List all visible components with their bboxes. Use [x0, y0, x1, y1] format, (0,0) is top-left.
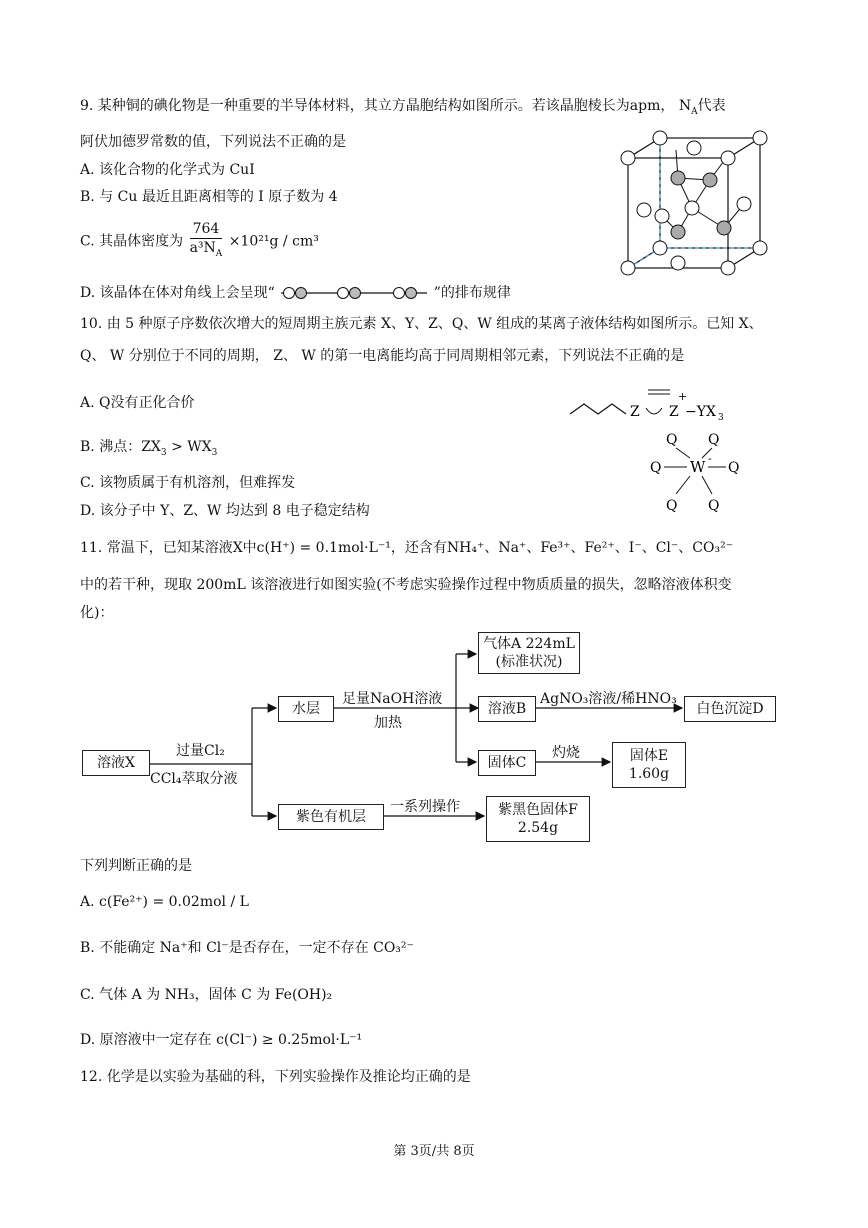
q12-stem: 12. 化学是以实验为基础的科，下列实验操作及推论均正确的是 — [80, 1069, 471, 1085]
svg-text:Q: Q — [708, 498, 720, 514]
flow-label-ccl4: CCl₄萃取分液 — [150, 771, 238, 787]
flow-gas-a: 气体A 224mL (标准状况) — [478, 632, 580, 674]
flow-solid-e: 固体E 1.60g — [612, 742, 686, 788]
q10-option-b: B. 沸点：$ZX_3 > WX_3$ — [80, 439, 218, 458]
flow-label-heat: 加热 — [374, 715, 402, 731]
q9-stem-line1: 9. 某种铜的碘化物是一种重要的半导体材料，其立方晶胞结构如图所示。若该晶胞棱长为apm， $N_A$代表 — [80, 98, 726, 117]
q11-stem-line3: 化)： — [80, 605, 114, 621]
flow-solid-f: 紫黑色固体F 2.54g — [486, 796, 590, 842]
q11-option-b: B. 不能确定 Na⁺和 Cl⁻是否存在，一定不存在 CO₃²⁻ — [80, 940, 414, 956]
flow-label-agno3: AgNO₃溶液/稀HNO₃ — [540, 691, 677, 707]
q11-stem-line1: 11. 常温下，已知某溶液X中c(H⁺) = 0.1mol·L⁻¹，还含有NH₄⁺、Na⁺、Fe³⁺、Fe²⁺、I⁻、Cl⁻、CO₃²⁻ — [80, 540, 734, 556]
flow-label-burn: 灼烧 — [552, 745, 580, 761]
svg-text:−YX: −YX — [685, 404, 716, 420]
q11-option-c: C. 气体 A 为 NH₃，固体 C 为 Fe(OH)₂ — [80, 987, 333, 1003]
q10-option-d: D. 该分子中 Y、Z、W 均达到 8 电子稳定结构 — [80, 503, 370, 519]
svg-text:Q: Q — [666, 432, 678, 448]
svg-text:Z: Z — [630, 404, 640, 420]
svg-text:Q: Q — [666, 498, 678, 514]
svg-text:+: + — [678, 390, 688, 403]
ionic-liquid-structure — [566, 386, 766, 521]
svg-text:-: - — [708, 452, 712, 465]
diagonal-pattern-icon — [279, 286, 429, 300]
crystal-cell-figure — [618, 128, 788, 278]
flow-purple-layer: 紫色有机层 — [278, 804, 384, 830]
q9-option-a: A. 该化合物的化学式为 CuI — [80, 162, 255, 178]
q11-option-a: A. c(Fe²⁺) = 0.02mol / L — [80, 894, 249, 910]
q11-judge: 下列判断正确的是 — [80, 858, 192, 874]
q9-option-c: C. 其晶体密度为 $\frac{764}{a^3N_A}$ ×10²¹g / cm³ — [80, 221, 319, 259]
flow-white-precipitate: 白色沉淀D — [684, 696, 776, 722]
q9-option-b: B. 与 Cu 最近且距离相等的 I 原子数为 4 — [80, 189, 338, 205]
q11-option-d: D. 原溶液中一定存在 c(Cl⁻) ≥ 0.25mol·L⁻¹ — [80, 1032, 363, 1048]
flow-solution-x: 溶液X — [82, 750, 150, 776]
flow-label-cl2: 过量Cl₂ — [176, 743, 225, 759]
flow-solution-b: 溶液B — [478, 696, 536, 722]
q10-stem-line2: Q、 W 分别位于不同的周期， Z、 W 的第一电离能均高于同周期相邻元素，下列说法不正确的是 — [80, 348, 685, 364]
flow-label-naoh: 足量NaOH溶液 — [342, 691, 443, 707]
svg-text:Z: Z — [669, 404, 679, 420]
flow-water-layer: 水层 — [278, 696, 334, 722]
q9-stem-line2: 阿伏加德罗常数的值，下列说法不正确的是 — [80, 134, 346, 150]
svg-text:W: W — [690, 458, 706, 476]
svg-text:Q: Q — [728, 460, 740, 476]
q9-option-d: D. 该晶体在体对角线上会呈现“ ”的排布规律 — [80, 285, 511, 301]
svg-text:3: 3 — [718, 413, 724, 423]
flow-solid-c: 固体C — [478, 750, 536, 776]
svg-text:Q: Q — [650, 460, 662, 476]
q10-option-a: A. Q没有正化合价 — [80, 395, 195, 411]
q10-option-c: C. 该物质属于有机溶剂，但难挥发 — [80, 475, 296, 491]
page-footer: 第 3页/共 8页 — [393, 1144, 475, 1159]
q11-stem-line2: 中的若干种，现取 200mL 该溶液进行如图实验(不考虑实验操作过程中物质质量的损失，忽略溶液体积变 — [80, 577, 732, 593]
svg-text:Q: Q — [708, 432, 720, 448]
q10-stem-line1: 10. 由 5 种原子序数依次增大的短周期主族元素 X、Y、Z、Q、W 组成的某离子液体结构如图所示。已知 X、 — [80, 316, 763, 332]
flow-label-ops: 一系列操作 — [390, 799, 460, 815]
